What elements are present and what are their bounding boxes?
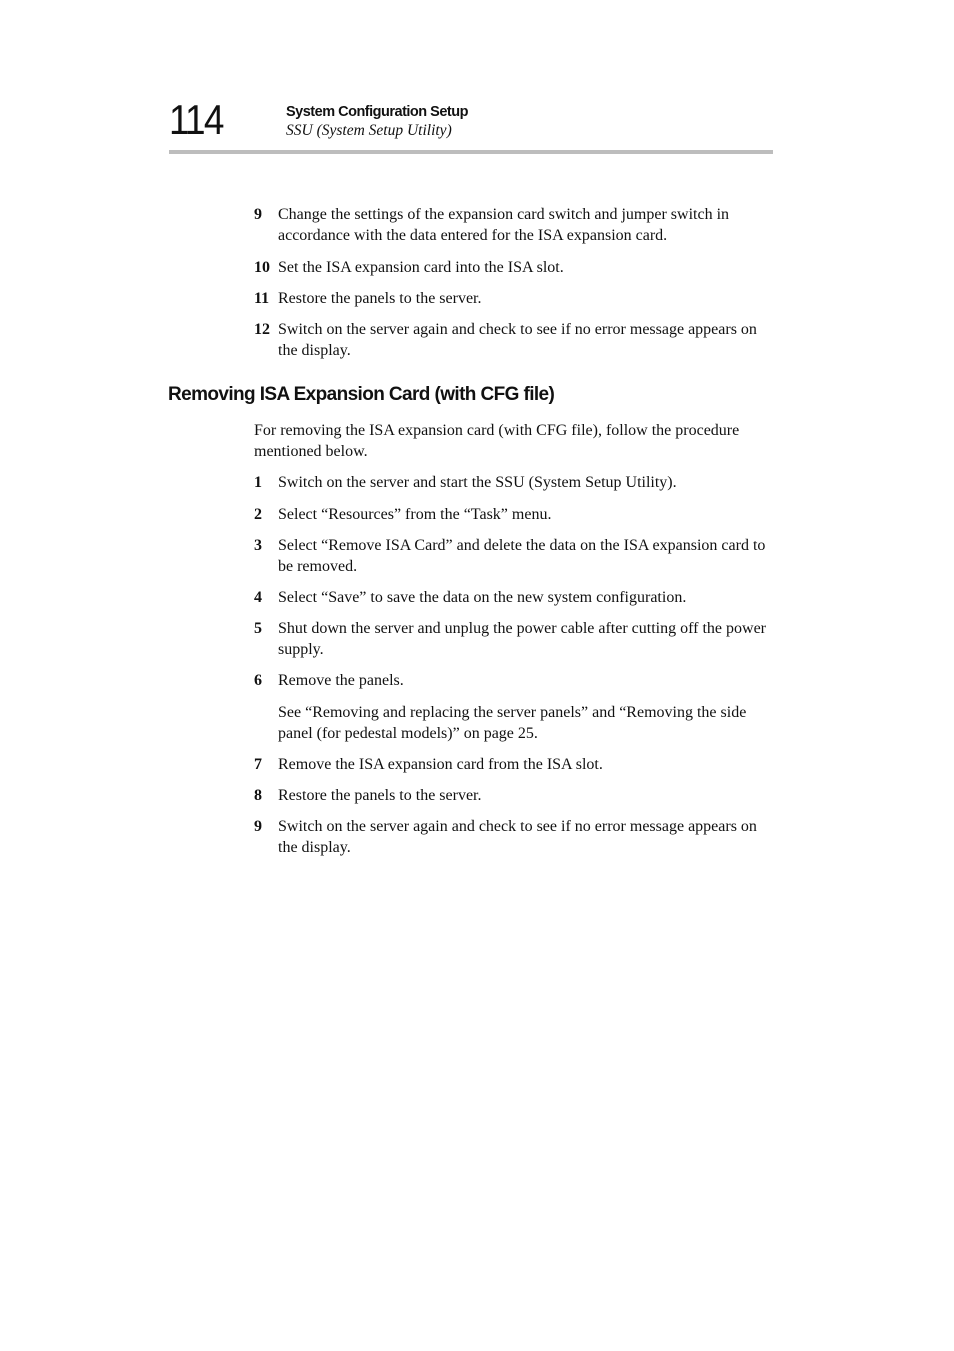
step-text: Switch on the server again and check to see if no error message appears on the display. bbox=[278, 818, 757, 856]
step-number: 7 bbox=[254, 756, 262, 773]
page-number: 114 bbox=[169, 96, 223, 143]
step-note: See “Removing and replacing the server panels” and “Removing the side panel (for pedestal models)” on page 25. bbox=[278, 704, 747, 742]
step-text: Switch on the server again and check to see if no error message appears on the display. bbox=[278, 321, 757, 359]
step-number: 3 bbox=[254, 537, 262, 554]
step-number: 6 bbox=[254, 672, 262, 689]
step-number: 5 bbox=[254, 620, 262, 637]
step-text: Select “Remove ISA Card” and delete the data on the ISA expansion card to be removed. bbox=[278, 537, 766, 575]
header-rule bbox=[169, 150, 773, 154]
step-text: Select “Resources” from the “Task” menu. bbox=[278, 506, 552, 523]
step-text: Switch on the server and start the SSU (System Setup Utility). bbox=[278, 474, 677, 491]
section-intro: For removing the ISA expansion card (with CFG file), follow the procedure mentioned below. bbox=[254, 422, 740, 460]
step-text: Set the ISA expansion card into the ISA slot. bbox=[278, 259, 564, 276]
section-title: Removing ISA Expansion Card (with CFG file) bbox=[168, 384, 555, 405]
step-text: Change the settings of the expansion card switch and jumper switch in accordance with the data entered for the ISA expansion card. bbox=[278, 206, 730, 244]
step-text: Restore the panels to the server. bbox=[278, 787, 482, 804]
step-text: Shut down the server and unplug the power cable after cutting off the power supply. bbox=[278, 620, 766, 658]
section-subtitle: SSU (System Setup Utility) bbox=[286, 122, 452, 139]
step-text: Remove the ISA expansion card from the ISA slot. bbox=[278, 756, 603, 773]
step-number: 4 bbox=[254, 589, 262, 606]
step-number: 9 bbox=[254, 818, 262, 835]
chapter-title: System Configuration Setup bbox=[286, 104, 468, 120]
step-number: 1 bbox=[254, 474, 262, 491]
step-text: Select “Save” to save the data on the new system configuration. bbox=[278, 589, 687, 606]
step-text: Restore the panels to the server. bbox=[278, 290, 482, 307]
step-number: 2 bbox=[254, 506, 262, 523]
step-number: 9 bbox=[254, 206, 262, 223]
step-number: 11 bbox=[254, 290, 270, 307]
step-text: Remove the panels. bbox=[278, 672, 404, 689]
step-number: 12 bbox=[254, 321, 270, 338]
step-number: 8 bbox=[254, 787, 262, 804]
step-number: 10 bbox=[254, 259, 270, 276]
